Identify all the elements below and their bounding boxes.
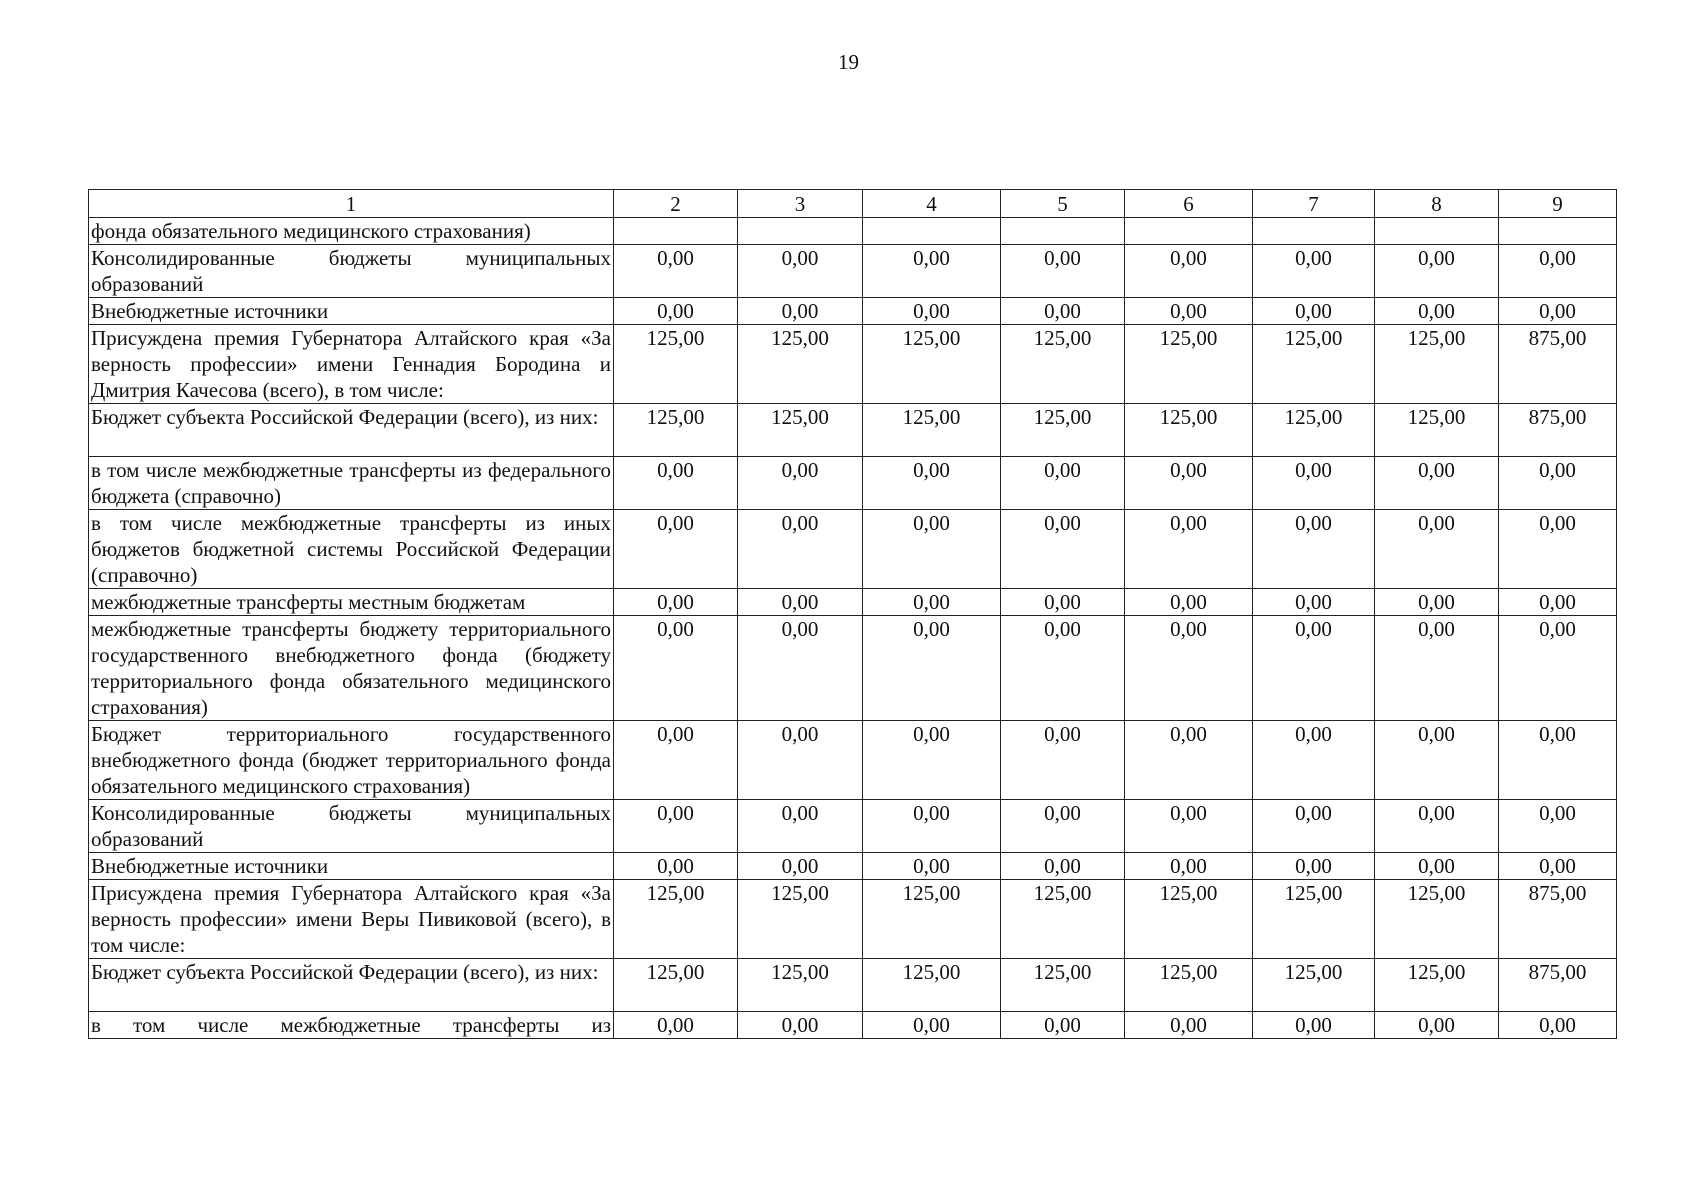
table-cell: 0,00 bbox=[738, 298, 863, 325]
table-cell: 0,00 bbox=[614, 298, 738, 325]
table-cell bbox=[1499, 218, 1617, 245]
table-cell: 0,00 bbox=[1125, 589, 1253, 616]
table-cell: 0,00 bbox=[614, 616, 738, 721]
table-cell: 0,00 bbox=[863, 853, 1001, 880]
row-label: в том числе межбюджетные трансферты из иных бюджетов бюджетной системы Российской Федерации (справочно) bbox=[89, 510, 614, 589]
table-cell: 0,00 bbox=[738, 616, 863, 721]
column-header: 6 bbox=[1125, 190, 1253, 218]
row-label: фонда обязательного медицинского страхования) bbox=[89, 218, 614, 245]
table-cell: 125,00 bbox=[1001, 404, 1125, 457]
table-cell: 125,00 bbox=[1253, 325, 1375, 404]
row-label: в том числе межбюджетные трансферты из федерального бюджета (справочно) bbox=[89, 457, 614, 510]
table-cell: 0,00 bbox=[614, 510, 738, 589]
table-cell: 0,00 bbox=[1001, 853, 1125, 880]
column-header: 2 bbox=[614, 190, 738, 218]
table-cell: 0,00 bbox=[1499, 800, 1617, 853]
table-cell: 125,00 bbox=[1253, 880, 1375, 959]
table-cell: 0,00 bbox=[1499, 298, 1617, 325]
table-cell: 125,00 bbox=[738, 880, 863, 959]
table-row bbox=[89, 218, 1617, 245]
table-cell: 125,00 bbox=[1125, 404, 1253, 457]
table-cell: 0,00 bbox=[1001, 245, 1125, 298]
table-cell: 125,00 bbox=[738, 325, 863, 404]
table-row bbox=[89, 853, 1617, 880]
table-cell: 0,00 bbox=[863, 245, 1001, 298]
table-cell: 0,00 bbox=[1253, 853, 1375, 880]
table-cell: 0,00 bbox=[1499, 457, 1617, 510]
table-cell: 125,00 bbox=[863, 959, 1001, 1012]
table-cell: 0,00 bbox=[1375, 457, 1499, 510]
column-header: 5 bbox=[1001, 190, 1125, 218]
table-cell: 0,00 bbox=[863, 510, 1001, 589]
table-cell: 0,00 bbox=[863, 800, 1001, 853]
table-cell: 0,00 bbox=[1001, 616, 1125, 721]
table-cell: 0,00 bbox=[863, 1012, 1001, 1039]
table-cell: 0,00 bbox=[1375, 589, 1499, 616]
table-cell: 0,00 bbox=[1253, 721, 1375, 800]
table-cell: 125,00 bbox=[1375, 404, 1499, 457]
column-header: 7 bbox=[1253, 190, 1375, 218]
table-cell: 0,00 bbox=[1001, 721, 1125, 800]
table-cell: 0,00 bbox=[1125, 1012, 1253, 1039]
table-cell: 0,00 bbox=[1253, 589, 1375, 616]
table-cell: 125,00 bbox=[738, 959, 863, 1012]
table-cell: 125,00 bbox=[1001, 880, 1125, 959]
table-cell: 0,00 bbox=[1253, 800, 1375, 853]
table-cell: 0,00 bbox=[1253, 457, 1375, 510]
table-cell: 125,00 bbox=[1001, 325, 1125, 404]
table-cell: 0,00 bbox=[1125, 510, 1253, 589]
page-number: 19 bbox=[838, 50, 859, 74]
table-cell: 0,00 bbox=[1499, 853, 1617, 880]
table-cell: 0,00 bbox=[1001, 589, 1125, 616]
table-cell: 0,00 bbox=[1375, 510, 1499, 589]
table-cell: 0,00 bbox=[614, 721, 738, 800]
table-cell: 875,00 bbox=[1499, 325, 1617, 404]
table-cell: 125,00 bbox=[738, 404, 863, 457]
table-cell: 0,00 bbox=[738, 589, 863, 616]
table-cell: 0,00 bbox=[863, 589, 1001, 616]
table-cell: 0,00 bbox=[738, 1012, 863, 1039]
table-row bbox=[89, 880, 1617, 959]
table-row bbox=[89, 325, 1617, 404]
row-label: Присуждена премия Губернатора Алтайского края «За верность профессии» имени Веры Пивиковой (всего), в том числе: bbox=[89, 880, 614, 959]
table-row bbox=[89, 404, 1617, 457]
table-cell bbox=[1375, 218, 1499, 245]
column-header: 9 bbox=[1499, 190, 1617, 218]
table-cell: 0,00 bbox=[738, 457, 863, 510]
table-cell: 0,00 bbox=[1001, 298, 1125, 325]
table-cell: 125,00 bbox=[1253, 959, 1375, 1012]
table-cell: 125,00 bbox=[614, 404, 738, 457]
table-cell: 125,00 bbox=[1125, 959, 1253, 1012]
table-row bbox=[89, 245, 1617, 298]
table-row bbox=[89, 616, 1617, 721]
table-row bbox=[89, 959, 1617, 1012]
table-cell: 0,00 bbox=[1125, 616, 1253, 721]
table-cell: 0,00 bbox=[863, 721, 1001, 800]
table-row bbox=[89, 298, 1617, 325]
row-label: Консолидированные бюджеты муниципальных образований bbox=[89, 245, 614, 298]
row-label: межбюджетные трансферты бюджету территориального государственного внебюджетного фонда (бюджету территориального фонда обязательного медицинского страхования) bbox=[89, 616, 614, 721]
table-cell bbox=[863, 218, 1001, 245]
table-cell: 125,00 bbox=[1001, 959, 1125, 1012]
table-cell: 0,00 bbox=[614, 589, 738, 616]
table-cell: 0,00 bbox=[1125, 853, 1253, 880]
table-cell: 0,00 bbox=[1499, 616, 1617, 721]
table-cell bbox=[1125, 218, 1253, 245]
row-label: межбюджетные трансферты местным бюджетам bbox=[89, 589, 614, 616]
table-cell: 0,00 bbox=[1253, 510, 1375, 589]
table-cell: 0,00 bbox=[1253, 245, 1375, 298]
table-cell: 0,00 bbox=[738, 510, 863, 589]
table-cell: 875,00 bbox=[1499, 880, 1617, 959]
table-cell: 0,00 bbox=[614, 800, 738, 853]
table-row bbox=[89, 510, 1617, 589]
row-label: Консолидированные бюджеты муниципальных образований bbox=[89, 800, 614, 853]
table-cell bbox=[614, 218, 738, 245]
table-cell: 0,00 bbox=[614, 1012, 738, 1039]
table-row bbox=[89, 589, 1617, 616]
table-cell: 125,00 bbox=[614, 325, 738, 404]
table-row bbox=[89, 1012, 1617, 1039]
column-header: 3 bbox=[738, 190, 863, 218]
table-cell: 0,00 bbox=[1001, 457, 1125, 510]
table-cell: 0,00 bbox=[1499, 510, 1617, 589]
table-row bbox=[89, 721, 1617, 800]
table-cell: 125,00 bbox=[1125, 325, 1253, 404]
table-cell: 125,00 bbox=[1125, 880, 1253, 959]
table-cell: 0,00 bbox=[1125, 457, 1253, 510]
table-cell: 0,00 bbox=[1125, 721, 1253, 800]
table-cell: 875,00 bbox=[1499, 404, 1617, 457]
table-cell: 125,00 bbox=[863, 404, 1001, 457]
table-cell: 0,00 bbox=[1125, 298, 1253, 325]
row-label: в том числе межбюджетные трансферты из bbox=[89, 1012, 614, 1039]
row-label: Бюджет субъекта Российской Федерации (всего), из них: bbox=[89, 959, 614, 1012]
table-cell: 875,00 bbox=[1499, 959, 1617, 1012]
table-cell: 125,00 bbox=[614, 959, 738, 1012]
table-cell: 0,00 bbox=[1499, 589, 1617, 616]
table-cell: 0,00 bbox=[1499, 721, 1617, 800]
table-header-row bbox=[89, 190, 1617, 218]
table-cell: 0,00 bbox=[738, 245, 863, 298]
table-cell: 0,00 bbox=[1001, 800, 1125, 853]
table-cell: 0,00 bbox=[1253, 616, 1375, 721]
table-cell: 125,00 bbox=[863, 880, 1001, 959]
table-cell: 0,00 bbox=[1375, 853, 1499, 880]
table-row bbox=[89, 457, 1617, 510]
table-cell: 125,00 bbox=[614, 880, 738, 959]
table-cell bbox=[1253, 218, 1375, 245]
column-header: 4 bbox=[863, 190, 1001, 218]
table-cell: 0,00 bbox=[1375, 245, 1499, 298]
table-cell: 0,00 bbox=[614, 853, 738, 880]
table-cell: 0,00 bbox=[1001, 1012, 1125, 1039]
table-cell: 0,00 bbox=[614, 457, 738, 510]
row-label: Бюджет территориального государственного внебюджетного фонда (бюджет территориального фонда обязательного медицинского страхования) bbox=[89, 721, 614, 800]
table-cell: 0,00 bbox=[1375, 298, 1499, 325]
table-cell: 0,00 bbox=[1499, 1012, 1617, 1039]
table-cell: 0,00 bbox=[1499, 245, 1617, 298]
table-cell: 0,00 bbox=[1001, 510, 1125, 589]
table-cell: 125,00 bbox=[1375, 959, 1499, 1012]
table-row bbox=[89, 800, 1617, 853]
table-cell: 125,00 bbox=[1375, 880, 1499, 959]
table-cell: 0,00 bbox=[1375, 616, 1499, 721]
table-cell: 0,00 bbox=[863, 616, 1001, 721]
budget-table bbox=[88, 189, 1617, 1039]
row-label: Присуждена премия Губернатора Алтайского края «За верность профессии» имени Геннадия Бородина и Дмитрия Качесова (всего), в том числе: bbox=[89, 325, 614, 404]
table-cell: 0,00 bbox=[1125, 800, 1253, 853]
table-cell: 0,00 bbox=[1375, 1012, 1499, 1039]
row-label: Внебюджетные источники bbox=[89, 298, 614, 325]
table-cell: 0,00 bbox=[1253, 298, 1375, 325]
table-cell: 0,00 bbox=[863, 298, 1001, 325]
table-cell: 125,00 bbox=[1375, 325, 1499, 404]
table-cell: 0,00 bbox=[1253, 1012, 1375, 1039]
table-cell: 0,00 bbox=[1375, 800, 1499, 853]
table-cell: 0,00 bbox=[1375, 721, 1499, 800]
table-cell bbox=[738, 218, 863, 245]
table-cell: 0,00 bbox=[614, 245, 738, 298]
column-header: 1 bbox=[89, 190, 614, 218]
table-cell bbox=[1001, 218, 1125, 245]
table-cell: 0,00 bbox=[738, 853, 863, 880]
table-cell: 125,00 bbox=[863, 325, 1001, 404]
row-label: Внебюджетные источники bbox=[89, 853, 614, 880]
column-header: 8 bbox=[1375, 190, 1499, 218]
table-cell: 0,00 bbox=[738, 721, 863, 800]
row-label: Бюджет субъекта Российской Федерации (всего), из них: bbox=[89, 404, 614, 457]
table-cell: 0,00 bbox=[863, 457, 1001, 510]
table-cell: 0,00 bbox=[1125, 245, 1253, 298]
table-cell: 0,00 bbox=[738, 800, 863, 853]
table-cell: 125,00 bbox=[1253, 404, 1375, 457]
